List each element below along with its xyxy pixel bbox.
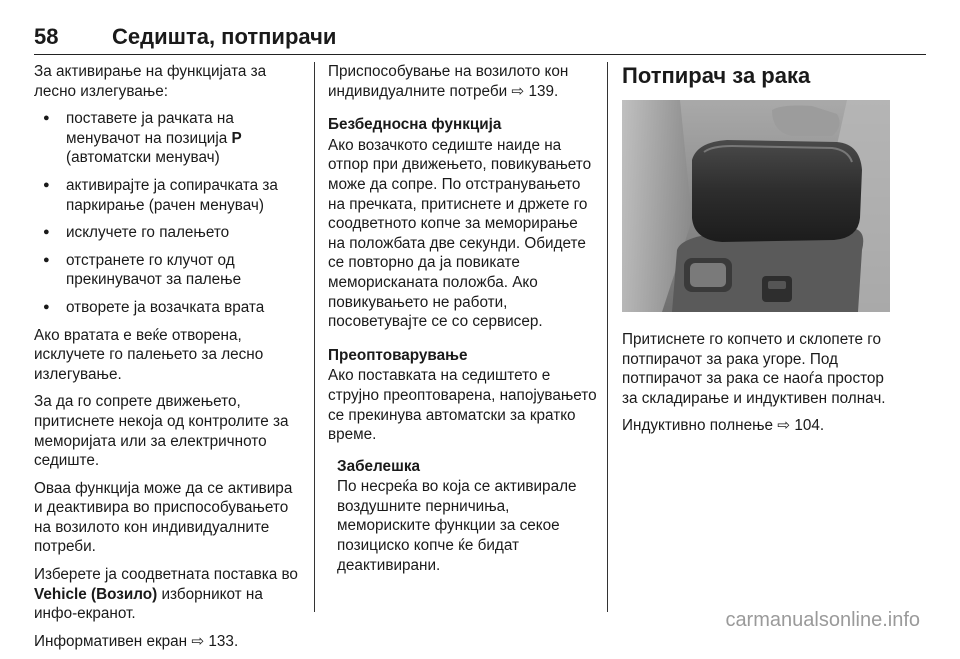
column-divider [607, 62, 608, 612]
list-item: ● отстранете го клучот од прекинувачот за палење [34, 251, 302, 290]
cross-reference: Приспособување на возилото кон индивидуалните потреби ⇨ 139. [328, 63, 569, 100]
gear-position-label: P [231, 129, 242, 147]
paragraph: Изберете ја соодветната поставка во Vehicle (Возило) изборникот на инфо-екранот. [34, 566, 298, 623]
page-title: Седишта, потпирачи [112, 24, 337, 49]
list-item: ● исклучете го палењето [34, 223, 302, 243]
paragraph: Ако возачкото седиште наиде на отпор при движењето, повикувањето може да сопре. По отстранувањето на пречката, притиснете и држете го соодветното копче за меморирање на положбата две секунди. Обидете се повторно да ја повикате меморисканата положба. Ако повикувањето не работи, посоветувајте се со сервисер. [328, 136, 592, 331]
section-title: Потпирач за рака [622, 63, 811, 88]
paragraph: Ако поставката на седиштето е струјно преоптоварена, напојувањето се прекинува автоматски за кратко време. [328, 367, 597, 444]
page-header [34, 24, 926, 55]
note-box [328, 457, 598, 576]
section-heading: Безбедносна функција [328, 116, 502, 134]
column-middle [328, 62, 598, 583]
column-left [34, 62, 302, 659]
column-right [622, 62, 890, 444]
armrest-photo [622, 100, 890, 312]
note-heading: Забелешка [337, 457, 420, 475]
section-heading: Преоптоварување [328, 346, 468, 364]
paragraph: Оваа функција може да се активира и деактивира во приспособувањето на возилото кон индивидуалните потреби. [34, 479, 293, 556]
cross-reference: Индуктивно полнење ⇨ 104. [622, 417, 825, 435]
list-item: ● активирајте ја сопирачката за паркирање (рачен менувач) [34, 176, 302, 215]
paragraph: Притиснете го копчето и склопете го потпирачот за рака угоре. Под потпирачот за рака се наоѓа простор за складирање и индуктивен полнач. [622, 331, 886, 407]
column-divider [314, 62, 315, 612]
list-item: ● поставете ја рачката на менувачот на позиција P (автоматски менувач) [34, 109, 302, 168]
bullet-list [34, 109, 302, 317]
page-number: 58 [34, 24, 59, 49]
paragraph: За да го сопрете движењето, притиснете некоја од контролите за меморијата или за електричното седиште. [34, 393, 289, 470]
watermark: carmanualsonline.info [725, 609, 920, 631]
paragraph: За активирање на функцијата за лесно излегување: [34, 63, 267, 100]
paragraph: Ако вратата е веќе отворена, исклучете го палењето за лесно излегување. [34, 326, 264, 383]
note-text: По несреќа во која се активирале воздушните перничиња, мемориските функции за секое позициско копче ќе бидат деактивирани. [337, 478, 577, 574]
list-item: ● отворете ја возачката врата [34, 298, 302, 318]
menu-name: Vehicle (Возило) [34, 585, 158, 603]
armrest-illustration [622, 100, 890, 312]
cross-reference: Информативен екран ⇨ 133. [34, 632, 239, 650]
